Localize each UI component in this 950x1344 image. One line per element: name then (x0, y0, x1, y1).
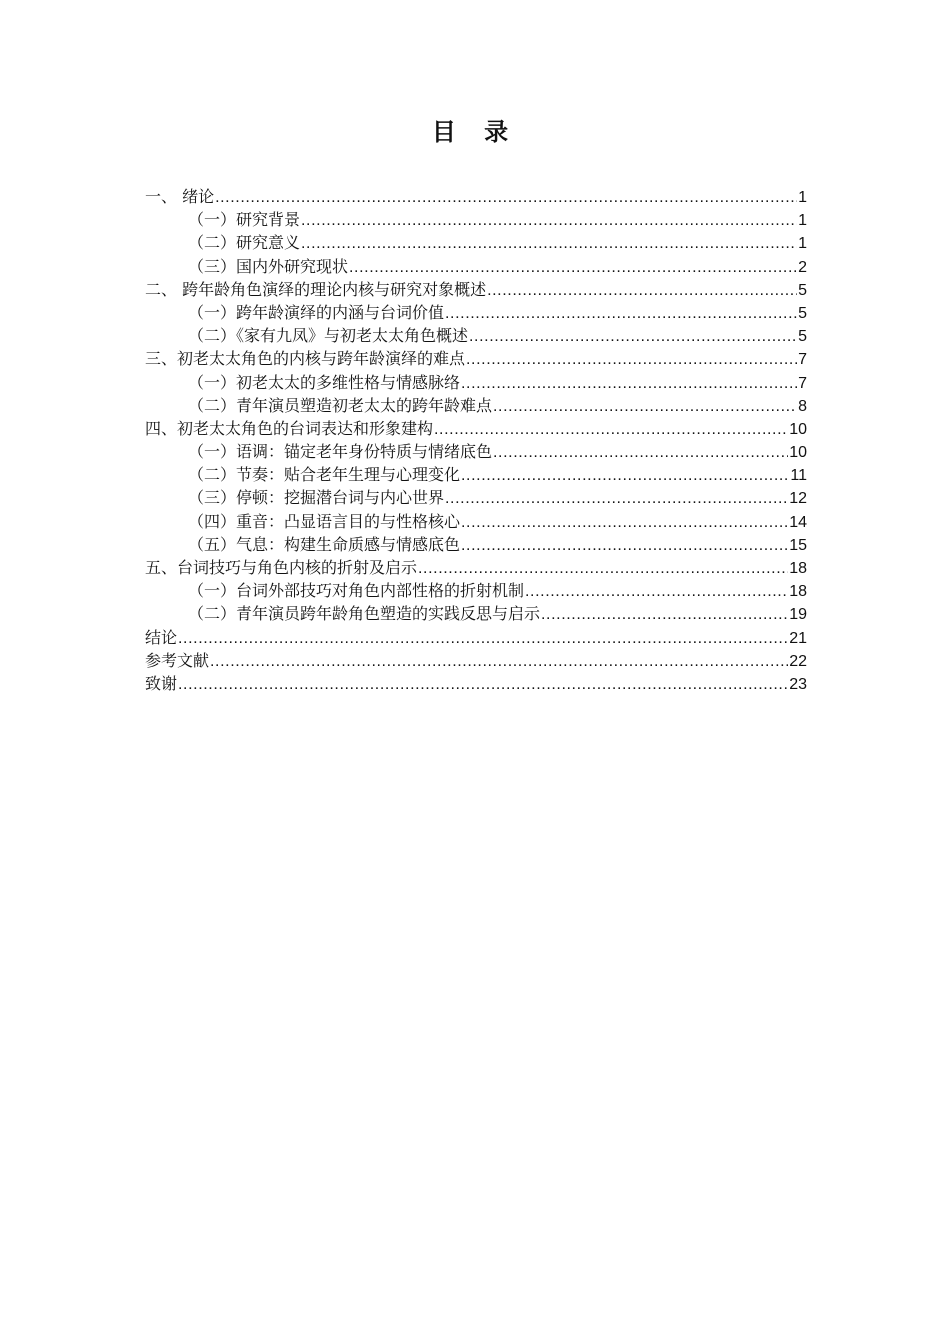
toc-dot-leader (349, 255, 797, 279)
toc-entry-title: （四）重音：凸显语言目的与性格核心 (188, 511, 461, 531)
page-title: 目 录 (431, 118, 519, 146)
toc-entry-title: 三、初老太太角色的内核与跨年龄演绎的难点 (145, 349, 466, 369)
toc-page-number: 15 (789, 536, 807, 554)
toc-dot-leader (525, 579, 788, 603)
toc-dot-leader (487, 278, 797, 302)
toc-entry-title: （二）《家有九凤》与初老太太角色概述 (188, 326, 469, 346)
toc-page-number: 21 (789, 629, 807, 647)
toc-entry[interactable] (145, 301, 807, 324)
toc-page-number: 7 (798, 374, 807, 392)
toc-entry[interactable] (145, 649, 807, 672)
toc-dot-leader (461, 371, 797, 395)
toc-entry-title: （二）青年演员塑造初老太太的跨年龄难点 (188, 395, 493, 415)
toc-entry-title: 四、初老太太角色的台词表达和形象建构 (145, 418, 434, 438)
toc-page-number: 1 (798, 212, 807, 230)
toc-dot-leader (466, 347, 797, 371)
toc-page-number: 23 (789, 675, 807, 693)
toc-entry-title: （一）语调：锚定老年身份特质与情绪底色 (188, 442, 493, 462)
toc-entry[interactable] (145, 394, 807, 417)
toc-entry-title: 结论 (145, 627, 178, 647)
toc-dot-leader (493, 440, 788, 464)
toc-entry-title: （二）节奏：贴合老年生理与心理变化 (188, 465, 461, 485)
toc-entry[interactable] (145, 231, 807, 254)
toc-entry-title: 二、 跨年龄角色演绎的理论内核与研究对象概述 (145, 279, 487, 299)
toc-entry[interactable] (145, 255, 807, 278)
toc-entry-title: （二）青年演员跨年龄角色塑造的实践反思与启示 (188, 604, 541, 624)
toc-dot-leader (301, 231, 797, 255)
toc-dot-leader (445, 301, 797, 325)
toc-dot-leader (445, 486, 788, 510)
toc-entry-title: （三）停顿：挖掘潜台词与内心世界 (188, 488, 445, 508)
toc-dot-leader (461, 463, 789, 487)
toc-page-number: 11 (790, 467, 807, 485)
toc-entry[interactable] (145, 602, 807, 625)
toc-entry[interactable] (145, 486, 807, 509)
toc-entry-title: （一）跨年龄演绎的内涵与台词价值 (188, 302, 445, 322)
toc-entry[interactable] (145, 533, 807, 556)
toc-page-number: 1 (798, 189, 807, 206)
toc-entry-title: （一）研究背景 (188, 210, 301, 230)
toc-entry-title: （一）台词外部技巧对角色内部性格的折射机制 (188, 581, 525, 601)
toc-page-number: 5 (798, 281, 807, 299)
toc-entry-title: 五、台词技巧与角色内核的折射及启示 (145, 558, 418, 577)
toc-entry[interactable] (145, 672, 807, 695)
toc-dot-leader (210, 649, 788, 673)
toc-dot-leader (469, 324, 797, 348)
toc-entry[interactable] (145, 324, 807, 347)
toc-dot-leader (434, 417, 788, 441)
toc-dot-leader (493, 394, 797, 418)
toc-page-number: 22 (789, 652, 807, 670)
toc-entry[interactable] (145, 626, 807, 649)
toc-entry[interactable] (145, 556, 807, 579)
toc-entry-title: 致谢 (145, 673, 178, 693)
toc-entry[interactable] (145, 347, 807, 370)
toc-entry[interactable] (145, 579, 807, 602)
toc-dot-leader (418, 556, 788, 580)
toc-page-number: 5 (798, 328, 807, 346)
toc-page-number: 5 (798, 304, 807, 322)
toc-dot-leader (461, 533, 788, 557)
toc-entry[interactable] (145, 417, 807, 440)
toc-entry[interactable] (145, 278, 807, 301)
table-of-contents (145, 185, 807, 695)
toc-entry[interactable] (145, 440, 807, 463)
toc-page-number: 12 (789, 490, 807, 508)
toc-page-number: 8 (798, 397, 807, 415)
toc-page-number: 10 (789, 444, 807, 462)
toc-page-number: 10 (789, 420, 807, 438)
toc-entry-title: （五）气息：构建生命质感与情感底色 (188, 534, 461, 554)
toc-dot-leader (301, 208, 797, 232)
toc-dot-leader (541, 602, 788, 626)
toc-entry[interactable] (145, 510, 807, 533)
toc-dot-leader (178, 672, 788, 696)
toc-page-number: 18 (789, 583, 807, 601)
toc-page-number: 19 (789, 606, 807, 624)
toc-page-number: 1 (798, 235, 807, 253)
toc-entry-title: 一、 绪论 (145, 187, 215, 206)
toc-page-number: 18 (789, 560, 807, 577)
toc-entry-title: （三）国内外研究现状 (188, 256, 349, 276)
toc-page-number: 7 (798, 351, 807, 369)
toc-dot-leader (178, 626, 788, 650)
toc-entry[interactable] (145, 185, 807, 208)
toc-page-number: 14 (789, 513, 807, 531)
toc-entry[interactable] (145, 371, 807, 394)
toc-dot-leader (215, 185, 797, 209)
toc-entry[interactable] (145, 208, 807, 231)
toc-entry-title: （一）初老太太的多维性格与情感脉络 (188, 372, 461, 392)
toc-page-number: 2 (798, 258, 807, 276)
toc-dot-leader (461, 510, 788, 534)
toc-entry[interactable] (145, 463, 807, 486)
toc-entry-title: （二）研究意义 (188, 233, 301, 253)
toc-entry-title: 参考文献 (145, 650, 210, 670)
